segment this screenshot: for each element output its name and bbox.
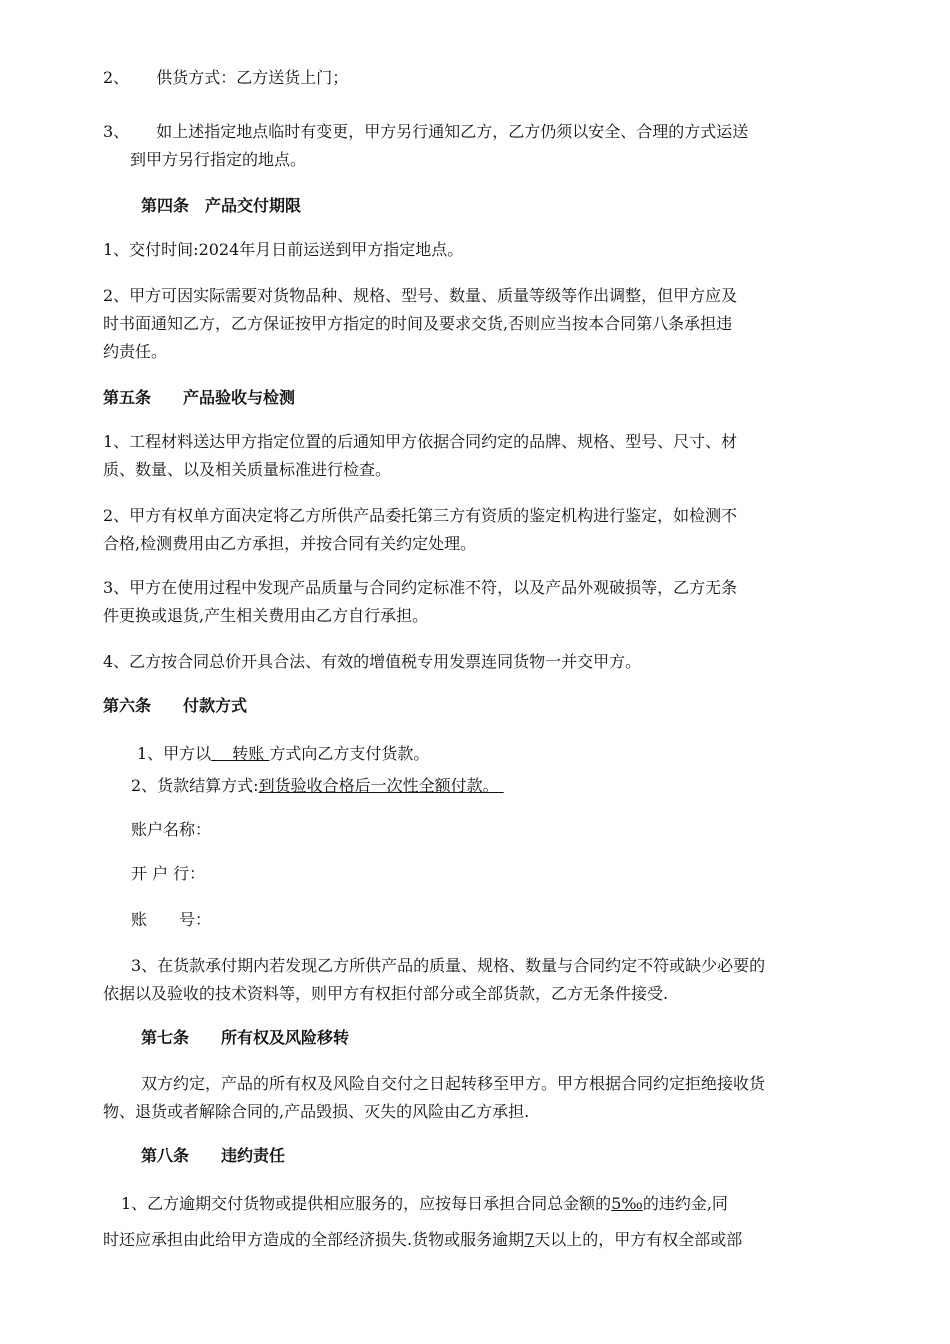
item-text: 供货方式：乙方送货上门； (156, 68, 349, 87)
overdue-text-post: 天以上的，甲方有权全部或部 (534, 1230, 743, 1249)
settlement-label: 2、货款结算方式: (131, 776, 259, 795)
article-8-heading: 第八条 违约责任 (141, 1146, 286, 1165)
article-6-p3-l2: 依据以及验收的技术资料等，则甲方有权拒付部分或全部货款，乙方无条件接受. (103, 984, 669, 1003)
item-number: 2、 (103, 68, 130, 87)
article-4-p2-l2: 时书面通知乙方，乙方保证按甲方指定的时间及要求交货,否则应当按本合同第八条承担违 (103, 314, 733, 333)
location-change-item-cont: 到甲方另行指定的地点。 (130, 150, 307, 169)
item-number: 3、 (103, 122, 130, 141)
account-number-label: 账 号： (131, 910, 212, 929)
article-6-p3-l1: 3、在货款承付期内若发现乙方所供产品的质量、规格、数量与合同约定不符或缺少必要的 (131, 956, 766, 975)
location-change-item (103, 122, 748, 142)
supply-method-item (103, 68, 348, 88)
article-5-heading: 第五条 产品验收与检测 (103, 388, 296, 407)
article-8-p1-l1 (121, 1194, 728, 1214)
article-4-heading: 第四条 产品交付期限 (141, 196, 302, 215)
article-7-heading: 第七条 所有权及风险移转 (141, 1028, 350, 1047)
article-4-p1: 1、交付时间:2024年月日前运送到甲方指定地点。 (103, 240, 464, 259)
penalty-text-pre: 1、乙方逾期交付货物或提供相应服务的，应按每日承担合同总金额的 (121, 1194, 612, 1213)
account-name-label: 账户名称： (131, 820, 212, 839)
item-text: 如上述指定地点临时有变更，甲方另行通知乙方，乙方仍须以安全、合理的方式运送 (156, 122, 749, 141)
article-5-p2-l2: 合格,检测费用由乙方承担，并按合同有关约定处理。 (103, 534, 477, 553)
article-5-p2-l1: 2、甲方有权单方面决定将乙方所供产品委托第三方有资质的鉴定机构进行鉴定，如检测不 (103, 506, 738, 525)
article-6-p1 (137, 744, 429, 764)
overdue-text-pre: 时还应承担由此给甲方造成的全部经济损失.货物或服务逾期 (103, 1230, 525, 1249)
article-5-p1-l2: 质、数量、以及相关质量标准进行检查。 (103, 460, 392, 479)
payment-method-prefix: 1、甲方以 (137, 744, 212, 763)
article-4-p2-l1: 2、甲方可因实际需要对货物品种、规格、型号、数量、质量等级等作出调整，但甲方应及 (103, 286, 738, 305)
overdue-days: 7 (524, 1230, 535, 1249)
penalty-text-post: 的违约金,同 (642, 1194, 728, 1213)
article-6-p2 (131, 776, 504, 796)
article-4-p2-l3: 约责任。 (103, 342, 168, 361)
article-5-p3-l2: 件更换或退货,产生相关费用由乙方自行承担。 (103, 606, 429, 625)
bank-label: 开 户 行： (131, 864, 206, 883)
article-7-p-l2: 物、退货或者解除合同的,产品毁损、灭失的风险由乙方承担. (103, 1102, 530, 1121)
article-8-p1-l2 (103, 1230, 742, 1250)
article-7-p-l1: 双方约定，产品的所有权及风险自交付之日起转移至甲方。甲方根据合同约定拒绝接收货 (141, 1074, 766, 1093)
article-6-heading: 第六条 付款方式 (103, 696, 248, 715)
payment-method-value: 转账 (211, 744, 270, 763)
payment-method-suffix: 方式向乙方支付货款。 (269, 744, 430, 763)
article-5-p4: 4、乙方按合同总价开具合法、有效的增值税专用发票连同货物一并交甲方。 (103, 652, 642, 671)
penalty-rate: 5‰ (611, 1194, 643, 1213)
settlement-value: 到货验收合格后一次性全额付款。 (258, 776, 499, 795)
article-5-p3-l1: 3、甲方在使用过程中发现产品质量与合同约定标准不符，以及产品外观破损等，乙方无条 (103, 578, 738, 597)
article-5-p1-l1: 1、工程材料送达甲方指定位置的后通知甲方依据合同约定的品牌、规格、型号、尺寸、材 (103, 432, 738, 451)
